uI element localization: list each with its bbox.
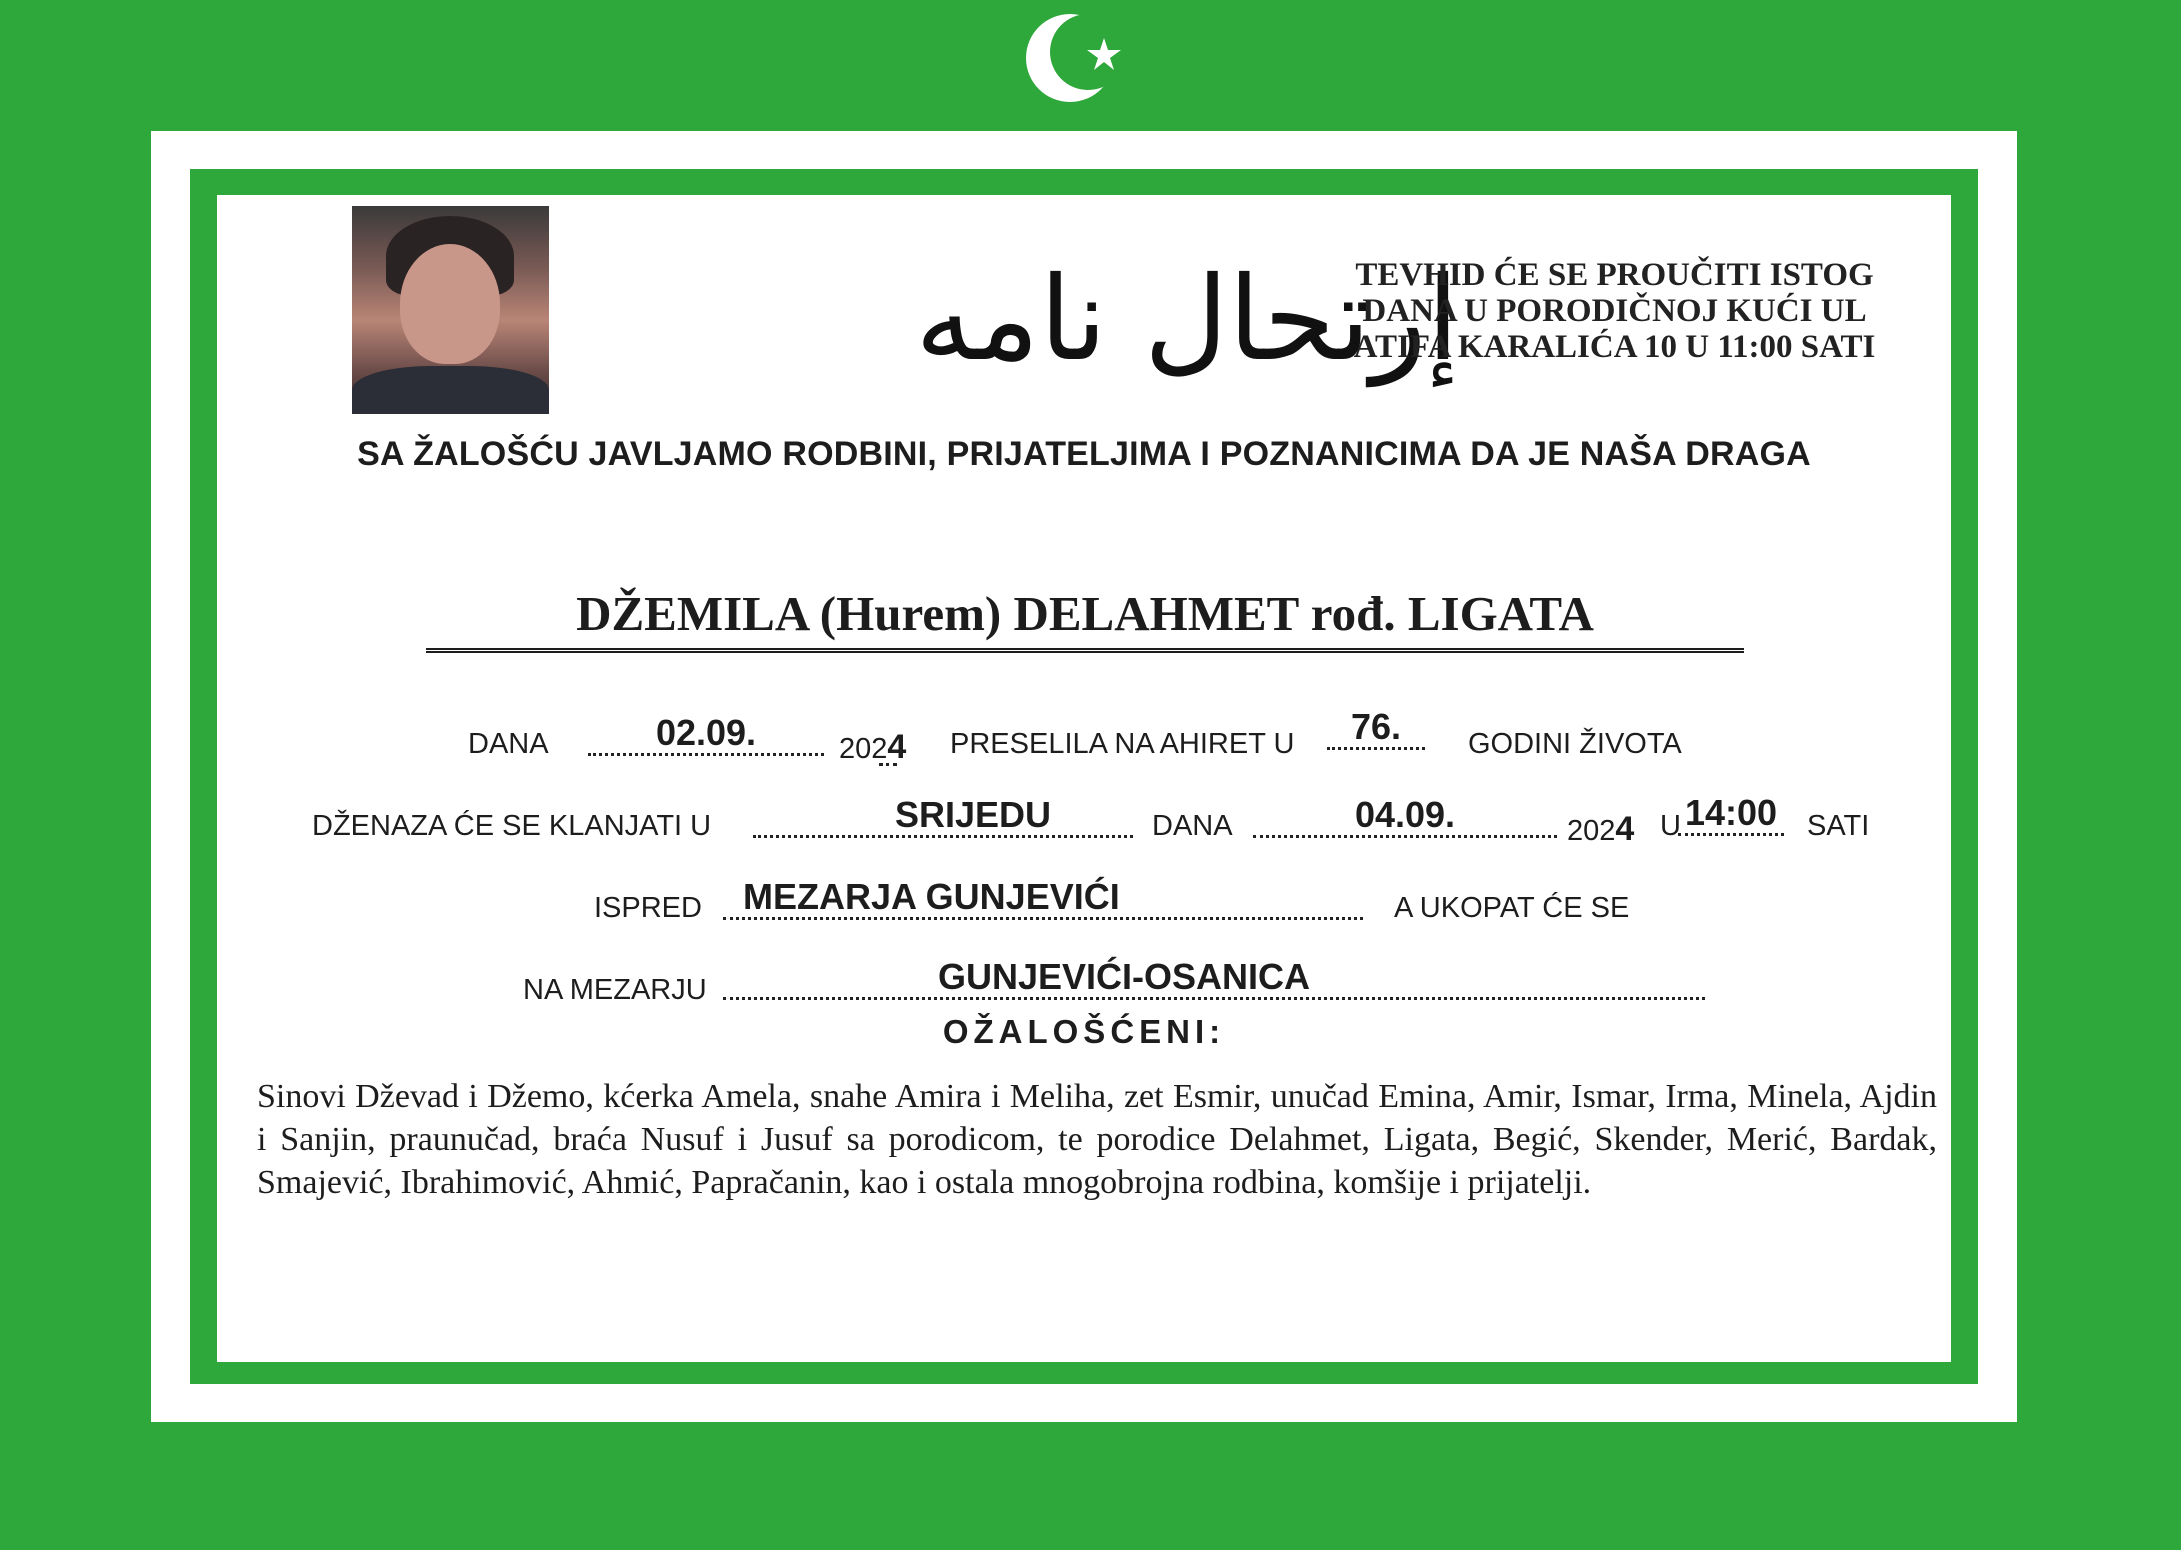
deceased-photo: [352, 206, 549, 414]
label-ispred: ISPRED: [594, 892, 702, 924]
label-ukopat: A UKOPAT ĆE SE: [1394, 892, 1630, 924]
label-u: U: [1660, 810, 1681, 842]
deceased-name: DŽEMILA (Hurem) DELAHMET rođ. LIGATA: [426, 585, 1744, 653]
label-sati: SATI: [1807, 810, 1870, 842]
label-dzenaza-dana: DANA: [1152, 810, 1233, 842]
dzenaza-year: 2024: [1567, 810, 1635, 848]
crescent-star-icon: [1020, 8, 1140, 108]
dzenaza-date: 04.09.: [1253, 795, 1557, 838]
intro-text: SA ŽALOŠĆU JAVLJAMO RODBINI, PRIJATELJIMA I POZNANICIMA DA JE NAŠA DRAGA: [357, 435, 1811, 473]
obituary-paper: [217, 195, 1951, 1362]
mourners-list: Sinovi Dževad i Džemo, kćerka Amela, snahe Amira i Meliha, zet Esmir, unučad Emina, Amir, Ismar, Irma, Minela, Ajdin i Sanjin, praunučad, braća Nusuf i Jusuf sa porodicom, te porodice Delahmet, Ligata, Begić, Skender, Merić, Bardak, Smajević, Ibrahimović, Ahmić, Papračanin, kao i ostala mnogobrojna rodbina, komšije i prijatelji.: [257, 1078, 1937, 1201]
age: 76.: [1327, 707, 1425, 750]
outer-white-border: [151, 131, 2017, 1422]
label-dana: DANA: [468, 728, 549, 760]
label-godini: GODINI ŽIVOTA: [1468, 728, 1682, 760]
death-year: 2024: [839, 728, 907, 766]
death-date: 02.09.: [588, 713, 824, 756]
label-dzenaza: DŽENAZA ĆE SE KLANJATI U: [312, 810, 712, 842]
dzenaza-time: 14:00: [1678, 793, 1784, 836]
arabic-title: إرتحال نامه: [915, 252, 1459, 387]
dzenaza-day: SRIJEDU: [753, 795, 1133, 838]
cemetery-name: GUNJEVIĆI-OSANICA: [723, 957, 1705, 1000]
mourners-heading: OŽALOŠĆENI:: [942, 1013, 1226, 1050]
label-preselila: PRESELILA NA AHIRET U: [950, 728, 1295, 760]
year-dots: [879, 723, 897, 766]
mosque-place: MEZARJA GUNJEVIĆI: [723, 877, 1363, 920]
label-na-mezarju: NA MEZARJU: [523, 974, 707, 1006]
tevhid-notice: TEVHID ĆE SE PROUČITI ISTOG DANA U PORODIČNOJ KUĆI UL ATIFA KARALIĆA 10 U 11:00 SATI: [1353, 257, 1876, 365]
inner-green-border: [190, 169, 1978, 1384]
